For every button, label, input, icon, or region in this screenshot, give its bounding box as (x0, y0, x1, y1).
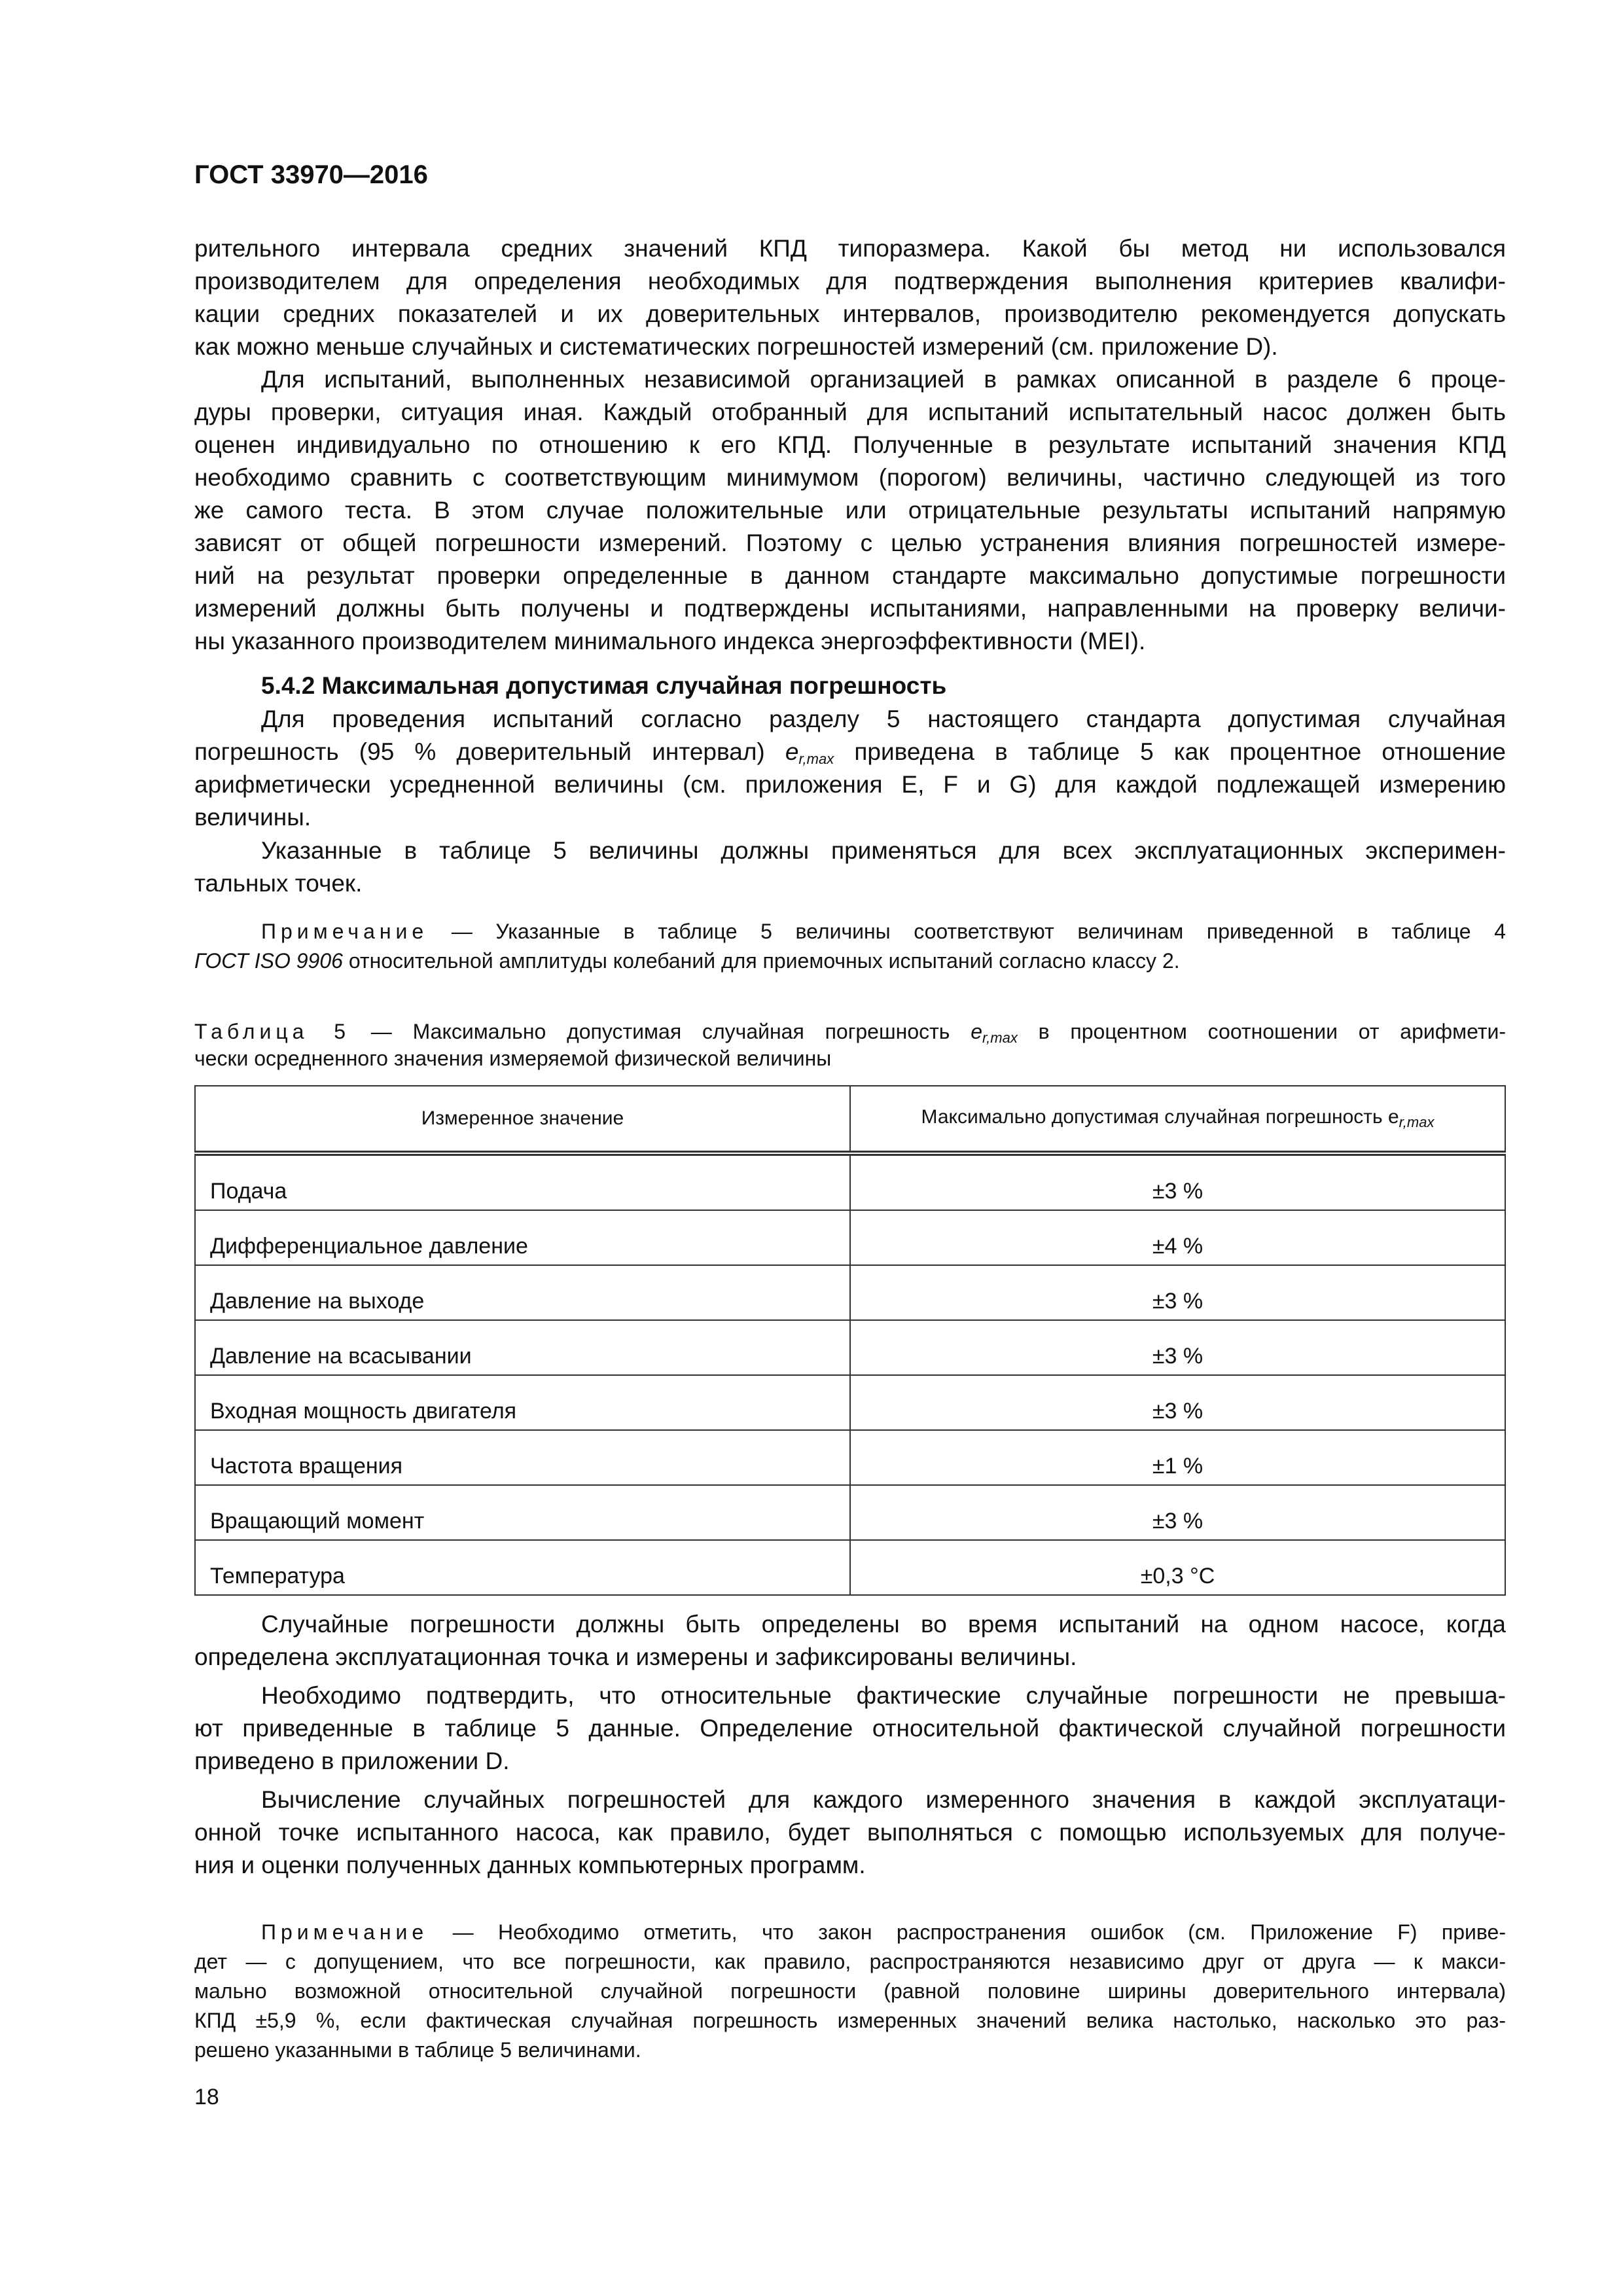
text-line: Для проведения испытаний согласно разделу 5 настоящего стандарта допустимая случайная (261, 706, 1506, 732)
max-error-value: ±3 % (850, 1153, 1505, 1210)
text-line: необходимо сравнить с соответствующим минимумом (порогом) величины, частично следующей из того (194, 464, 1506, 491)
text-line: дет — с допущением, что все погрешности, как правило, распространяются независимо друг от друга — к макси- (194, 1950, 1506, 1973)
text-line: кации средних показателей и их доверительных интервалов, производителю рекомендуется допускать (194, 300, 1506, 327)
text-line: онной точке испытанного насоса, как правило, будет выполняться с помощью используемых для получе- (194, 1819, 1506, 1846)
note-2 (194, 1918, 1506, 2065)
table-row (195, 1320, 1505, 1375)
paragraph-2 (194, 363, 1506, 658)
table-row (195, 1375, 1505, 1430)
text-line: решено указанными в таблице 5 величинами. (194, 2038, 641, 2062)
text-line: величины. (194, 804, 312, 831)
measured-value-name: Входная мощность двигателя (195, 1375, 850, 1430)
table-row (195, 1265, 1505, 1320)
paragraph-4 (194, 834, 1506, 900)
text: — Максимально допустимая случайная погрешность (350, 1020, 971, 1043)
text-line: Вычисление случайных погрешностей для каждого измеренного значения в каждой эксплуатаци- (261, 1786, 1506, 1813)
text-line: Необходимо подтвердить, что относительные фактические случайные погрешности не превыша- (261, 1682, 1506, 1709)
text-line (194, 946, 1506, 976)
text-line: ны указанного производителем минимального индекса энергоэффективности (MEI). (194, 628, 1146, 655)
text-line: же самого теста. В этом случае положительные или отрицательные результаты испытаний напрямую (194, 497, 1506, 524)
text: приведена в таблице 5 как процентное отношение (834, 738, 1506, 765)
note-label: Примечание (261, 1920, 429, 1944)
text-line (194, 736, 1506, 768)
text-line: дуры проверки, ситуация иная. Каждый отобранный для испытаний испытательный насос должен быть (194, 399, 1506, 425)
table-row (195, 1485, 1505, 1540)
max-error-value: ±0,3 °C (850, 1540, 1505, 1595)
measured-value-name: Подача (195, 1153, 850, 1210)
standard-reference: ГОСТ ISO 9906 (194, 949, 343, 973)
text: в процентном соотношении от арифмети- (1017, 1020, 1507, 1043)
text-line: чески осредненного значения измеряемой физической величины (194, 1047, 832, 1070)
column-header-error (850, 1086, 1505, 1153)
error-table (194, 1085, 1506, 1596)
table-row (195, 1430, 1505, 1485)
measured-value-name: Давление на всасывании (195, 1320, 850, 1375)
paragraph-6 (194, 1679, 1506, 1778)
max-error-value: ±3 % (850, 1320, 1505, 1375)
section-heading: 5.4.2 Максимальная допустимая случайная погрешность (261, 672, 947, 699)
max-error-value: ±3 % (850, 1265, 1505, 1320)
text-line: КПД ±5,9 %, если фактическая случайная погрешность измеренных значений велика настолько, насколько это раз- (194, 2009, 1506, 2032)
paragraph-1 (194, 232, 1506, 363)
table-caption (194, 1018, 1506, 1072)
measured-value-name: Дифференциальное давление (195, 1210, 850, 1265)
measured-value-name: Вращающий момент (195, 1485, 850, 1540)
text-line: оценен индивидуально по отношению к его КПД. Полученные в результате испытаний значения КПД (194, 431, 1506, 458)
text-line: измерений должны быть получены и подтверждены испытаниями, направленными на проверку величи- (194, 595, 1506, 622)
note-1 (194, 917, 1506, 976)
text-line: Указанные в таблице 5 величины должны применяться для всех эксплуатационных эксперимен- (261, 837, 1506, 864)
text-line: Для испытаний, выполненных независимой организацией в рамках описанной в разделе 6 проце- (261, 366, 1506, 393)
subscript: r,max (1399, 1114, 1435, 1130)
max-error-value: ±3 % (850, 1375, 1505, 1430)
table-row (195, 1210, 1505, 1265)
max-error-value: ±3 % (850, 1485, 1505, 1540)
paragraph-5 (194, 1608, 1506, 1674)
text-line: производителем для определения необходимых для подтверждения выполнения критериев квалифи- (194, 268, 1506, 295)
caption-label: Таблица 5 (194, 1020, 351, 1043)
text-line: мально возможной относительной случайной погрешности (равной половине ширины доверительного интервала) (194, 1979, 1506, 2003)
table-row (195, 1540, 1505, 1595)
subscript: r,max (798, 751, 834, 767)
paragraph-7 (194, 1784, 1506, 1882)
text: погрешность (95 % доверительный интервал) (194, 738, 785, 765)
paragraph-3 (194, 703, 1506, 834)
text: Максимально допустимая случайная погрешность e (921, 1106, 1399, 1128)
text-line: приведено в приложении D. (194, 1748, 510, 1774)
text-line: арифметически усредненной величины (см. приложения E, F и G) для каждой подлежащей измерению (194, 771, 1506, 798)
measured-value-name: Давление на выходе (195, 1265, 850, 1320)
text-line (194, 1018, 1506, 1045)
text-line: ний на результат проверки определенные в данном стандарте максимально допустимые погрешности (194, 562, 1506, 589)
page-number: 18 (194, 2085, 219, 2109)
max-error-value: ±4 % (850, 1210, 1505, 1265)
text-line: ют приведенные в таблице 5 данные. Определение относительной фактической случайной погрешности (194, 1715, 1506, 1742)
table-header-row (195, 1086, 1505, 1153)
symbol: e (971, 1020, 983, 1043)
column-header-measured: Измеренное значение (195, 1086, 850, 1153)
text-line: Случайные погрешности должны быть определены во время испытаний на одном насосе, когда (261, 1611, 1506, 1638)
text-line: зависят от общей погрешности измерений. Поэтому с целью устранения влияния погрешностей измере- (194, 529, 1506, 556)
text: — Необходимо отметить, что закон распространения ошибок (см. Приложение F) приве- (428, 1920, 1506, 1944)
measured-value-name: Частота вращения (195, 1430, 850, 1485)
max-error-value: ±1 % (850, 1430, 1505, 1485)
symbol: e (785, 738, 799, 765)
text-line (194, 917, 1506, 946)
text-line: определена эксплуатационная точка и измерены и зафиксированы величины. (194, 1643, 1077, 1670)
document-header: ГОСТ 33970—2016 (194, 160, 428, 189)
measured-value-name: Температура (195, 1540, 850, 1595)
note-label: Примечание (261, 920, 429, 943)
text: относительной амплитуды колебаний для приемочных испытаний согласно классу 2. (342, 949, 1180, 973)
text-line: рительного интервала средних значений КПД типоразмера. Какой бы метод ни использовался (194, 235, 1506, 262)
text-line (194, 1918, 1506, 1947)
text: — Указанные в таблице 5 величины соответствуют величинам приведенной в таблице 4 (428, 920, 1506, 943)
text-line: тальных точек. (194, 870, 363, 897)
table-row (195, 1153, 1505, 1210)
subscript: r,max (982, 1030, 1018, 1046)
text-line: как можно меньше случайных и систематических погрешностей измерений (см. приложение D). (194, 333, 1278, 360)
text-line: ния и оценки полученных данных компьютерных программ. (194, 1852, 866, 1878)
